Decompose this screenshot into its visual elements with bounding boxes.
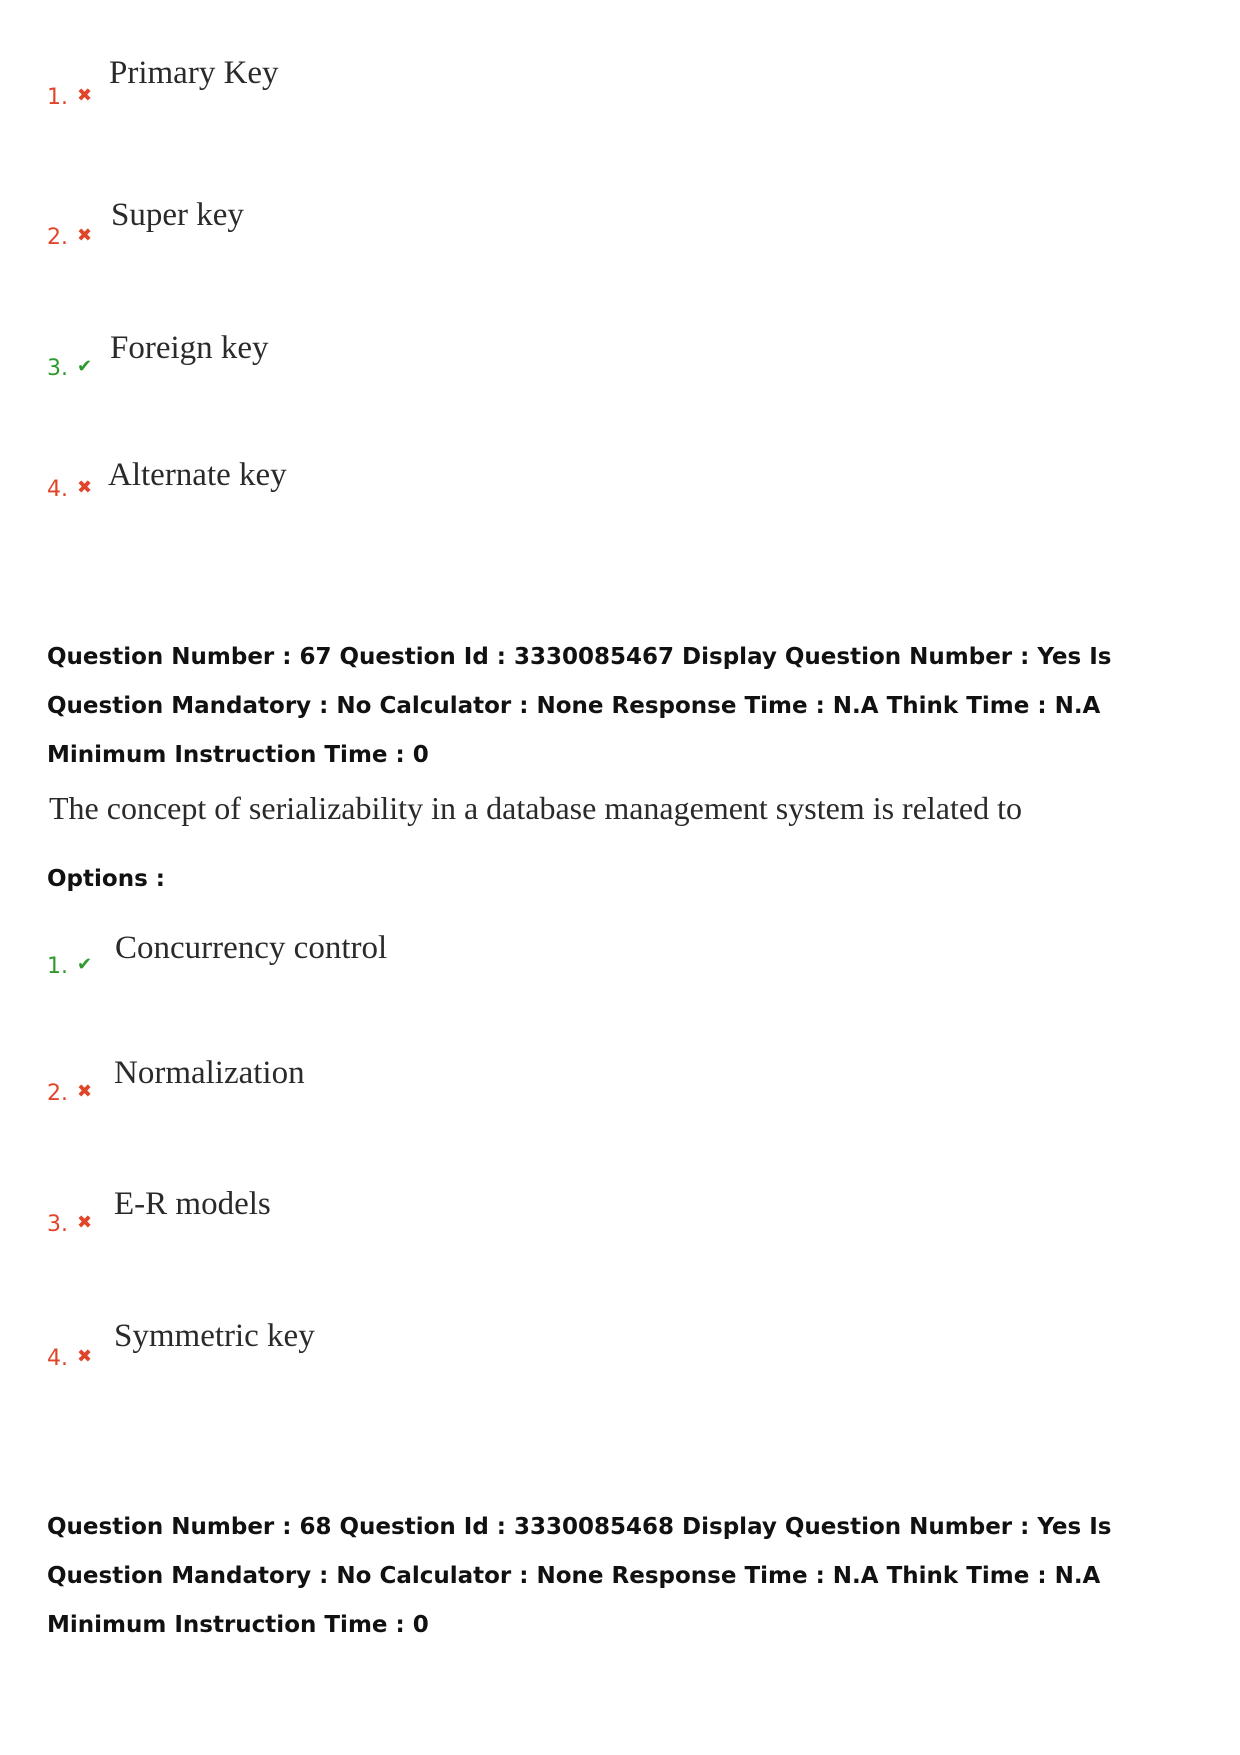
option-text: Super key (111, 197, 244, 233)
question-meta: Question Number : 68 Question Id : 3330085468 Display Question Number : Yes Is Question Mandatory : No Calculator : None Response Time : N.A Think Time : N.A Minimum Instruction Time : 0 (47, 1514, 1112, 1638)
check-icon: ✔ (77, 356, 93, 377)
cross-icon: ✖ (77, 1212, 93, 1233)
option-number: 1. (47, 954, 68, 979)
option-text: Primary Key (109, 55, 279, 91)
option-text: Symmetric key (114, 1318, 315, 1354)
option-number: 3. (47, 1212, 68, 1237)
cross-icon: ✖ (77, 1081, 93, 1102)
option-text: Normalization (114, 1055, 305, 1091)
cross-icon: ✖ (77, 1346, 93, 1367)
cross-icon: ✖ (77, 225, 93, 246)
check-icon: ✔ (77, 954, 93, 975)
option-text: E-R models (114, 1186, 271, 1222)
question-meta: Question Number : 67 Question Id : 3330085467 Display Question Number : Yes Is Question Mandatory : No Calculator : None Response Time : N.A Think Time : N.A Minimum Instruction Time : 0 (47, 644, 1112, 768)
option-text: Foreign key (110, 330, 269, 366)
option-text: Alternate key (108, 457, 287, 493)
option-number: 2. (47, 1081, 68, 1106)
cross-icon: ✖ (77, 85, 93, 106)
option-number: 1. (47, 85, 68, 110)
options-label: Options : (47, 866, 165, 892)
option-text: Concurrency control (115, 930, 388, 966)
option-number: 3. (47, 356, 68, 381)
option-number: 2. (47, 225, 68, 250)
option-number: 4. (47, 477, 68, 502)
cross-icon: ✖ (77, 477, 93, 498)
option-number: 4. (47, 1346, 68, 1371)
question-text: The concept of serializability in a database management system is related to (49, 790, 1022, 826)
